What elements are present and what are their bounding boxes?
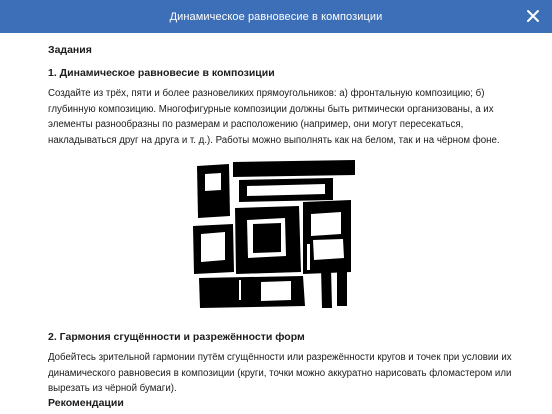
close-icon[interactable] [526,9,540,23]
task2-text: Добейтесь зрительной гармонии путём сгущённости или разрежённости кругов и точек при условии их динамического равновесия в композиции (круги, точки можно аккуратно нарисовать фломастером или вырезать из чёрной бумаги). [48,352,512,394]
task2-title: 2. Гармония сгущённости и разрежённости форм [48,331,305,343]
page-title: Динамическое равновесие в композиции [169,10,383,23]
section-heading: Задания [48,44,92,56]
task1-title: 1. Динамическое равновесие в композиции [48,67,275,79]
composition-illustration [191,160,356,310]
task1-text: Создайте из трёх, пяти и более разновеликих прямоугольников: а) фронтальную композицию; б) глубинную композицию. Многофигурные композиции должны быть ритмически организованы, а их элементы разнообразны по размерам и расположению (например, они могут пересекаться, накладываться друг на друга и т. д.). Работы можно выполнять как на белом, так и на чёрном фоне. [48,88,500,146]
recommendations-heading: Рекомендации [48,397,124,409]
title-bar [0,0,552,33]
